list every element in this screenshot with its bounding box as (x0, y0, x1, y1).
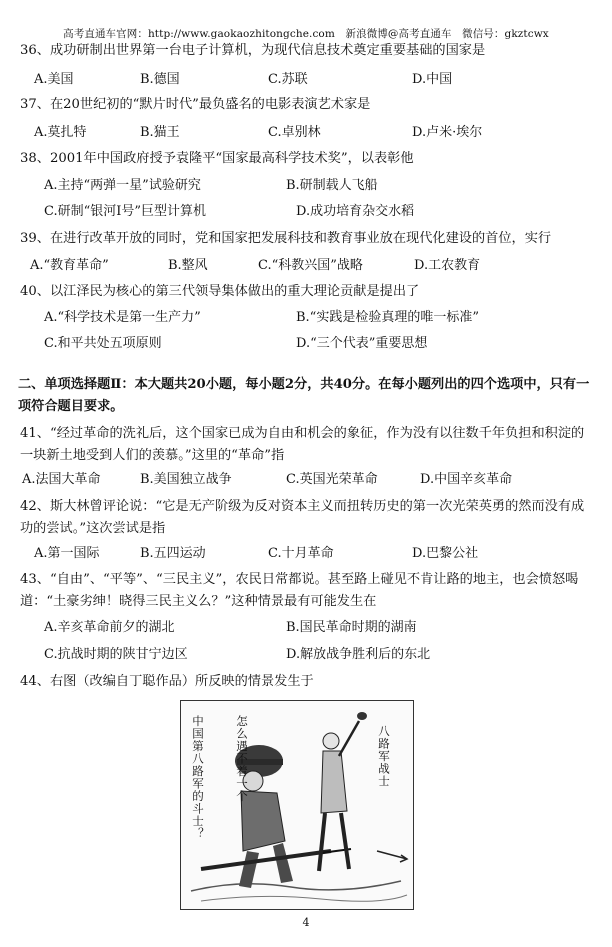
option-a[interactable]: A.主持“两弹一星”试验研究 (44, 178, 201, 193)
option-b[interactable]: B.国民革命时期的湖南 (286, 620, 417, 635)
question-36-stem: 36、成功研制出世界第一台电子计算机，为现代信息技术奠定重要基础的国家是 (20, 43, 486, 58)
option-d[interactable]: D.成功培育杂交水稻 (296, 204, 415, 219)
page-header: 高考直通车官网：http://www.gaokaozhitongche.com 新浪微博@高考直通车 微信号：gkztcwx (63, 28, 549, 40)
page-number: 4 (302, 916, 310, 929)
question-39-stem: 39、在进行改革开放的同时，党和国家把发展科技和教育事业放在现代化建设的首位，实行 (20, 231, 552, 246)
question-37-stem: 37、在20世纪初的“默片时代”最负盛名的电影表演艺术家是 (20, 97, 371, 112)
option-d[interactable]: D.中国 (412, 72, 453, 87)
option-b[interactable]: B.五四运动 (140, 546, 206, 561)
option-d[interactable]: D.“三个代表”重要思想 (296, 336, 428, 351)
option-b[interactable]: B.“实践是检验真理的唯一标准” (296, 310, 479, 325)
option-c[interactable]: C.研制“银河Ⅰ号”巨型计算机 (44, 204, 207, 219)
option-b[interactable]: B.猫王 (140, 125, 180, 140)
option-b[interactable]: B.美国独立战争 (140, 472, 232, 487)
option-d[interactable]: D.中国辛亥革命 (420, 472, 513, 487)
option-c[interactable]: C.十月革命 (268, 546, 334, 561)
question-42-stem: 42、斯大林曾评论说：“它是无产阶级为反对资本主义而扭转历史的第一次光荣英勇的然而没有成功的尝试。”这次尝试是指 (20, 499, 585, 536)
option-d[interactable]: D.工农教育 (414, 258, 481, 273)
option-a[interactable]: A.美国 (34, 72, 74, 87)
cartoon-caption-left-2: 中国第八路军的斗士？ (191, 715, 205, 840)
option-a[interactable]: A.“科学技术是第一生产力” (44, 310, 201, 325)
option-a[interactable]: A.法国大革命 (22, 472, 101, 487)
option-c[interactable]: C.抗战时期的陕甘宁边区 (44, 647, 188, 662)
option-d[interactable]: D.卢米·埃尔 (412, 125, 483, 140)
option-d[interactable]: D.解放战争胜利后的东北 (286, 647, 431, 662)
cartoon-illustration (180, 700, 414, 910)
option-b[interactable]: B.研制载人飞船 (286, 178, 378, 193)
option-c[interactable]: C.英国光荣革命 (286, 472, 378, 487)
question-41-stem: 41、“经过革命的洗礼后，这个国家已成为自由和机会的象征，作为没有以往数千年负担和积淀的一块新土地受到人们的羡慕。”这里的“革命”指 (20, 426, 585, 463)
option-a[interactable]: A.“教育革命” (30, 258, 109, 273)
cartoon-caption-right: 八路军战士 (377, 725, 391, 788)
option-b[interactable]: B.整风 (168, 258, 208, 273)
option-c[interactable]: C.苏联 (268, 72, 308, 87)
option-c[interactable]: C.和平共处五项原则 (44, 336, 162, 351)
section-2-heading: 二、单项选择题Ⅱ：本大题共20小题，每小题2分，共40分。在每小题列出的四个选项中，只有一项符合题目要求。 (18, 377, 590, 414)
option-c[interactable]: C.“科教兴国”战略 (258, 258, 363, 273)
question-43-stem: 43、“自由”、“平等”、“三民主义”，农民日常都说。甚至路上碰见不肯让路的地主，也会愤怒喝道：“土豪劣绅！晓得三民主义么？”这种情景最有可能发生在 (20, 572, 579, 609)
cartoon-caption-left-1: 怎么遇不着一个 (235, 715, 249, 803)
option-d[interactable]: D.巴黎公社 (412, 546, 479, 561)
option-c[interactable]: C.卓别林 (268, 125, 321, 140)
option-b[interactable]: B.德国 (140, 72, 180, 87)
question-44-stem: 44、右图（改编自丁聪作品）所反映的情景发生于 (20, 674, 314, 689)
question-38-stem: 38、2001年中国政府授予袁隆平“国家最高科学技术奖”，以表彰他 (20, 151, 414, 166)
option-a[interactable]: A.辛亥革命前夕的湖北 (44, 620, 175, 635)
option-a[interactable]: A.第一国际 (34, 546, 100, 561)
option-a[interactable]: A.莫扎特 (34, 125, 87, 140)
question-40-stem: 40、以江泽民为核心的第三代领导集体做出的重大理论贡献是提出了 (20, 284, 420, 299)
